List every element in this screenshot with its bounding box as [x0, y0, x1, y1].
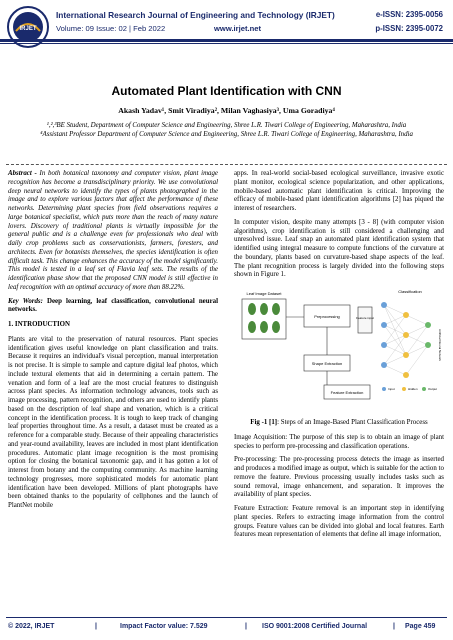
abstract-text: In both botanical taxonomy and computer vision, plant image recognition has become a transdisciplinary priority. We use convolutional deep neural networks to identify the types of plants photographed in the image and to explore various factors that affect the performance of these networks. Determining plant species from field observations requires a large botanical specialist, which puts more than the reach of many nature lovers. Discovery of traditional plants is virtually impossible for the general public and is a challenge even for professionals who deal with daily crop problems such as conservationists, farmers, foresters, and architects. Even for botanists themselves, the species identification is often difficult task. This change enhances the accuracy of the model significantly. This model is tested in a leaf set of Flavia leaf sets. The results of the identification phase show that the proposed CNN model is still effective in leaf recognition with an optimal accuracy of more than 88.22%. [8, 170, 218, 291]
paragraph-computer-vision: In computer vision, despite many attempts [3 - 8] (with computer vision algorithms), crop identification is still considered a challenging and unresolved issue. Leaf snap an automated plant identification system that identified using integral measure to compute functions of the curvature at the boundary, plants based on curvature-based shape aspects of the leaf. The plant recognition process is largely divided into the following steps shown in Figure 1. [234, 218, 444, 279]
nn-output-nodes [425, 322, 431, 348]
figure-caption-text: : Steps of an Image-Based Plant Classification Process [277, 419, 428, 426]
affiliation-students: ¹,²,³BE Student, Department of Computer Science and Engineering, Shree L.R. Tiwari College of Engineering, Maharashtra, India [46, 122, 407, 129]
journal-header [0, 0, 453, 56]
journal-title: International Research Journal of Engineering and Technology (IRJET) [56, 10, 335, 20]
keywords-text: Deep learning, leaf classification, convolutional neural networks. [8, 297, 218, 314]
paragraph-mobile-apps: apps. In real-world social-based ecological surveillance, invasive exotic plant monitor, ecological science popularization, and other applications, mobile-based automatic plant identification is critical. Improving the efficacy of mobile-based plant identification algorithms [2] has piqued the interest of researchers. [234, 170, 444, 212]
footer-divider-2: | [245, 623, 247, 630]
feature-input-label: Feature input [356, 316, 374, 320]
preprocessing-label: Preprocessing [314, 314, 340, 319]
left-column [8, 170, 218, 516]
footer-page-number: Page 459 [405, 623, 436, 630]
abstract-label: Abstract - [8, 170, 37, 177]
nn-input-nodes [381, 302, 387, 368]
figure-caption-label: Fig -1 [1] [250, 419, 278, 426]
feature-input-box [358, 307, 372, 333]
paper-authors: Akash Yadav¹, Smit Viradiya², Milan Vaghasiya³, Uma Goradiya⁴ [118, 106, 335, 115]
p-issn: p-ISSN: 2395-0072 [375, 24, 443, 33]
footer-rule [6, 617, 447, 618]
legend-hidden: Hidden [408, 387, 418, 391]
nn-hidden-nodes [403, 312, 409, 378]
figure-caption [234, 419, 444, 428]
paragraph-feature-extraction: Feature Extraction: Feature removal is an important step in identifying plant species. Refers to extracting image information from the control groups. Feature values can be divided into global and local features. Earth features mean representation of elements that define all image information, [234, 505, 444, 539]
leaf-dataset-label: Leaf Image Dataset [246, 291, 282, 296]
footer-copyright: © 2022, IRJET [8, 623, 55, 630]
introduction-paragraph: Plants are vital to the preservation of natural resources. Plant species identification gives useful knowledge on plant classification and traits. Because it requires an individual's visual perception, manual interpretation is not precise. It is simple to sample and capture digital leaf photos, which include textural elements that aid in determining a certain pattern. The venation and form of a leaf are the most crucial features to distinguish across plant species. As information technology advances, tools such as image processing, pattern recognition, and others are used to identify plants based on the description of leaf shape and venation, which is a critical concept in the identification process. It is tough to keep track of changing leaf properties throughout time. As a result, a dataset must be created as a reference for a comparable study. Because of their appealing characteristics and year-round availability, leaves are included in most plant identification procedures. Automatic plant image recognition is the most promising option for closing the botanical taxonomic gap, and it has gotten a lot of interest from botany and the computing community. As machine learning technology progresses, more sophisticated models for automatic plant identification have been developed. Millions of plant photographs have been obtained thanks to the popularity of cellphones and the launch of PlantNet mobile [8, 335, 218, 509]
section-separator [6, 164, 447, 165]
paragraph-preprocessing: Pre-processing: The pre-processing process detects the image as inserted and produces a modified image as output, which is suitable for the action to remove the feature. Previous processing usually includes tasks such as sound removal, image enhancement, and separation. It improves the availability of plant species. [234, 456, 444, 499]
journal-website[interactable]: www.irjet.net [214, 24, 261, 33]
legend-output: Output [428, 387, 438, 391]
footer-divider-1: | [95, 623, 97, 630]
volume-issue: Volume: 09 Issue: 02 | Feb 2022 [56, 24, 166, 33]
paragraph-image-acquisition: Image Acquisition: The purpose of this step is to obtain an image of plant species to perform pre-processing and classification operations. [234, 433, 444, 450]
abstract [8, 170, 218, 293]
footer-divider-3: | [393, 623, 395, 630]
feature-extraction-label: Feature Extraction [330, 390, 364, 395]
header-rule-thin [0, 43, 453, 44]
figure-1-svg [234, 285, 444, 413]
footer-impact-factor: Impact Factor value: 7.529 [120, 623, 208, 630]
affiliations [30, 122, 423, 140]
header-rule [0, 39, 453, 42]
ann-side-label: Artificial Neural Network [438, 328, 442, 362]
e-issn: e-ISSN: 2395-0056 [375, 10, 443, 19]
paper-title: Automated Plant Identification with CNN [111, 84, 342, 98]
affiliation-professor: ⁴Assistant Professor Department of Computer Science and Engineering, Shree L.R. Tiwari College of Engineering, Maharashtra, India [40, 130, 413, 138]
logo-text: IRJET [19, 26, 37, 32]
classification-label: Classification [398, 289, 422, 294]
keywords [8, 298, 218, 316]
nn-legend [382, 387, 437, 391]
section-heading-introduction: 1. INTRODUCTION [8, 321, 71, 328]
shape-extraction-label: Shape Extraction [311, 361, 343, 366]
right-column [234, 170, 444, 545]
footer-iso: ISO 9001:2008 Certified Journal [262, 623, 368, 630]
figure-1-diagram [234, 285, 444, 413]
keywords-label: Key Words: [8, 297, 43, 305]
legend-input: Input [388, 387, 395, 391]
